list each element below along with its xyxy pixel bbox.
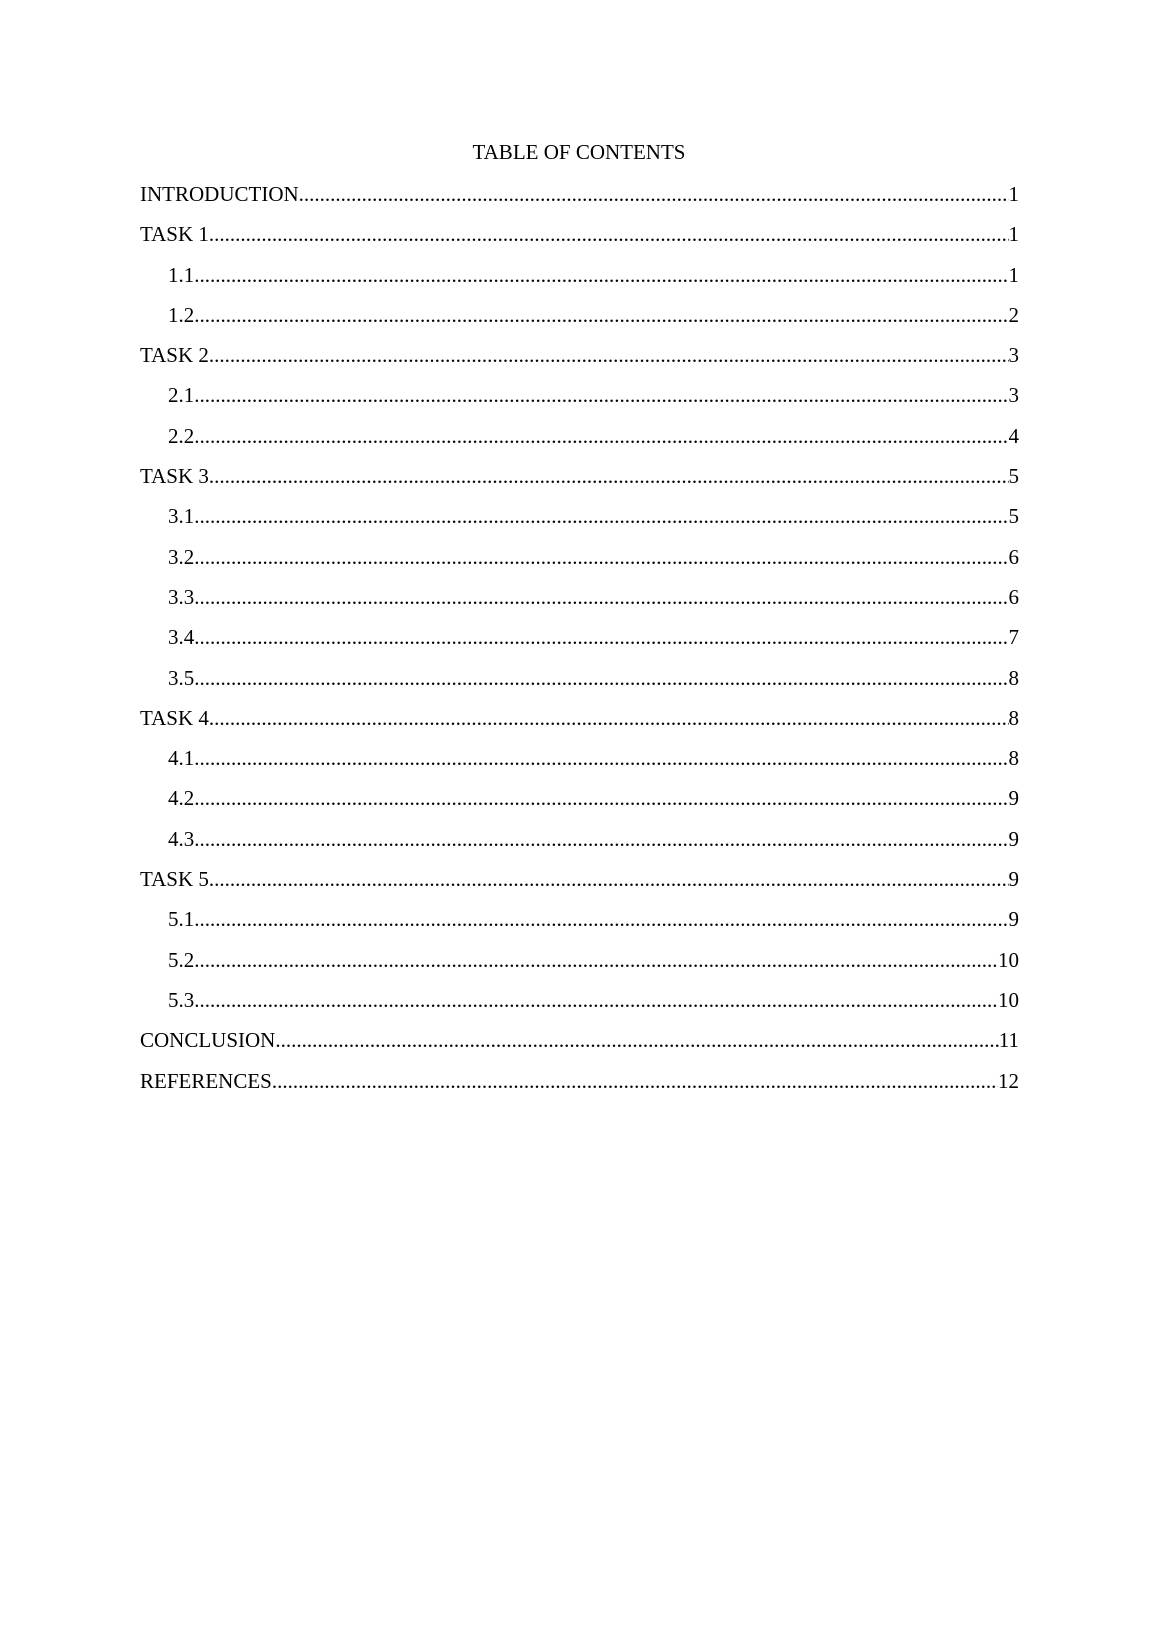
toc-entry[interactable] [140, 261, 1019, 301]
toc-entry[interactable] [140, 664, 1019, 704]
toc-entry[interactable] [140, 543, 1019, 583]
toc-entry-label: TASK 2 [140, 343, 209, 368]
toc-dot-leader [194, 946, 998, 974]
toc-entry-label: TASK 5 [140, 867, 209, 892]
toc-dot-leader [194, 744, 1008, 772]
toc-entry-page-number: 9 [1008, 907, 1019, 932]
toc-entry[interactable] [140, 341, 1019, 381]
toc-entry-page-number: 8 [1008, 746, 1019, 771]
toc-entry-page-number: 10 [998, 947, 1019, 972]
toc-entry[interactable] [140, 744, 1019, 784]
toc-entry-label: 2.1 [168, 383, 195, 408]
toc-entry[interactable] [140, 220, 1019, 260]
toc-entry-page-number: 6 [1008, 584, 1019, 609]
toc-entry[interactable] [140, 704, 1019, 744]
toc-entry-label: TASK 4 [140, 705, 209, 730]
toc-entry-label: REFERENCES [140, 1068, 272, 1093]
toc-entry[interactable] [140, 905, 1019, 945]
toc-entry[interactable] [140, 462, 1019, 502]
toc-entry-label: 3.5 [168, 665, 195, 690]
toc-title: TABLE OF CONTENTS [472, 140, 686, 164]
toc-entry[interactable] [140, 1067, 1019, 1107]
toc-entry-page-number: 9 [1008, 867, 1019, 892]
toc-entry[interactable] [140, 502, 1019, 542]
toc-entry-page-number: 11 [998, 1028, 1019, 1053]
toc-entry[interactable] [140, 825, 1019, 865]
toc-dot-leader [194, 784, 1008, 812]
toc-dot-leader [209, 462, 1009, 490]
toc-entry[interactable] [140, 946, 1019, 986]
toc-entry-page-number: 1 [1008, 222, 1019, 247]
toc-entry-page-number: 10 [998, 987, 1019, 1012]
toc-dot-leader [209, 341, 1009, 369]
toc-entry-label: 3.4 [168, 625, 195, 650]
toc-entry-page-number: 6 [1008, 544, 1019, 569]
toc-entry-page-number: 7 [1008, 625, 1019, 650]
toc-dot-leader [194, 502, 1008, 530]
toc-entry-page-number: 2 [1008, 302, 1019, 327]
toc-entry-page-number: 3 [1008, 383, 1019, 408]
toc-entry[interactable] [140, 583, 1019, 623]
toc-entry-label: TASK 3 [140, 464, 209, 489]
toc-entry[interactable] [140, 986, 1019, 1026]
toc-dot-leader [275, 1026, 998, 1054]
toc-entry[interactable] [140, 381, 1019, 421]
toc-dot-leader [194, 825, 1008, 853]
toc-entry-page-number: 9 [1008, 786, 1019, 811]
toc-dot-leader [299, 180, 1009, 208]
toc-entry[interactable] [140, 1026, 1019, 1066]
toc-entry-label: CONCLUSION [140, 1028, 276, 1053]
toc-entry-label: 5.1 [168, 907, 195, 932]
toc-entry-label: 4.3 [168, 826, 195, 851]
toc-entry-label: 4.2 [168, 786, 195, 811]
toc-dot-leader [194, 543, 1008, 571]
toc-dot-leader [194, 422, 1008, 450]
toc-dot-leader [194, 301, 1008, 329]
toc-entry-label: 3.2 [168, 544, 195, 569]
toc-list [140, 180, 1019, 1107]
toc-entry-label: 3.3 [168, 584, 195, 609]
toc-dot-leader [209, 220, 1009, 248]
toc-entry-label: 5.3 [168, 987, 195, 1012]
toc-entry[interactable] [140, 180, 1019, 220]
toc-entry-label: TASK 1 [140, 222, 209, 247]
toc-dot-leader [194, 381, 1008, 409]
toc-dot-leader [194, 583, 1008, 611]
toc-entry-label: 1.2 [168, 302, 195, 327]
toc-entry-page-number: 8 [1008, 705, 1019, 730]
toc-entry-page-number: 5 [1008, 504, 1019, 529]
toc-entry-label: INTRODUCTION [140, 182, 299, 206]
toc-entry-page-number: 3 [1008, 343, 1019, 368]
toc-dot-leader [194, 986, 998, 1014]
toc-entry[interactable] [140, 422, 1019, 462]
toc-dot-leader [209, 704, 1009, 732]
toc-entry-label: 1.1 [168, 262, 195, 287]
toc-entry-page-number: 5 [1008, 464, 1019, 489]
toc-dot-leader [272, 1067, 998, 1095]
toc-entry[interactable] [140, 784, 1019, 824]
toc-dot-leader [194, 664, 1008, 692]
toc-entry-label: 4.1 [168, 746, 195, 771]
toc-entry-label: 3.1 [168, 504, 195, 529]
toc-dot-leader [194, 623, 1008, 651]
toc-entry-page-number: 1 [1008, 182, 1019, 206]
toc-entry-label: 5.2 [168, 947, 195, 972]
toc-entry[interactable] [140, 865, 1019, 905]
toc-entry-label: 2.2 [168, 423, 195, 448]
toc-entry-page-number: 9 [1008, 826, 1019, 851]
toc-dot-leader [194, 261, 1008, 289]
toc-entry-page-number: 8 [1008, 665, 1019, 690]
toc-entry-page-number: 12 [998, 1068, 1019, 1093]
toc-dot-leader [209, 865, 1009, 893]
toc-entry-page-number: 1 [1008, 262, 1019, 287]
toc-entry[interactable] [140, 623, 1019, 663]
toc-entry[interactable] [140, 301, 1019, 341]
toc-dot-leader [194, 905, 1008, 933]
toc-entry-page-number: 4 [1008, 423, 1019, 448]
